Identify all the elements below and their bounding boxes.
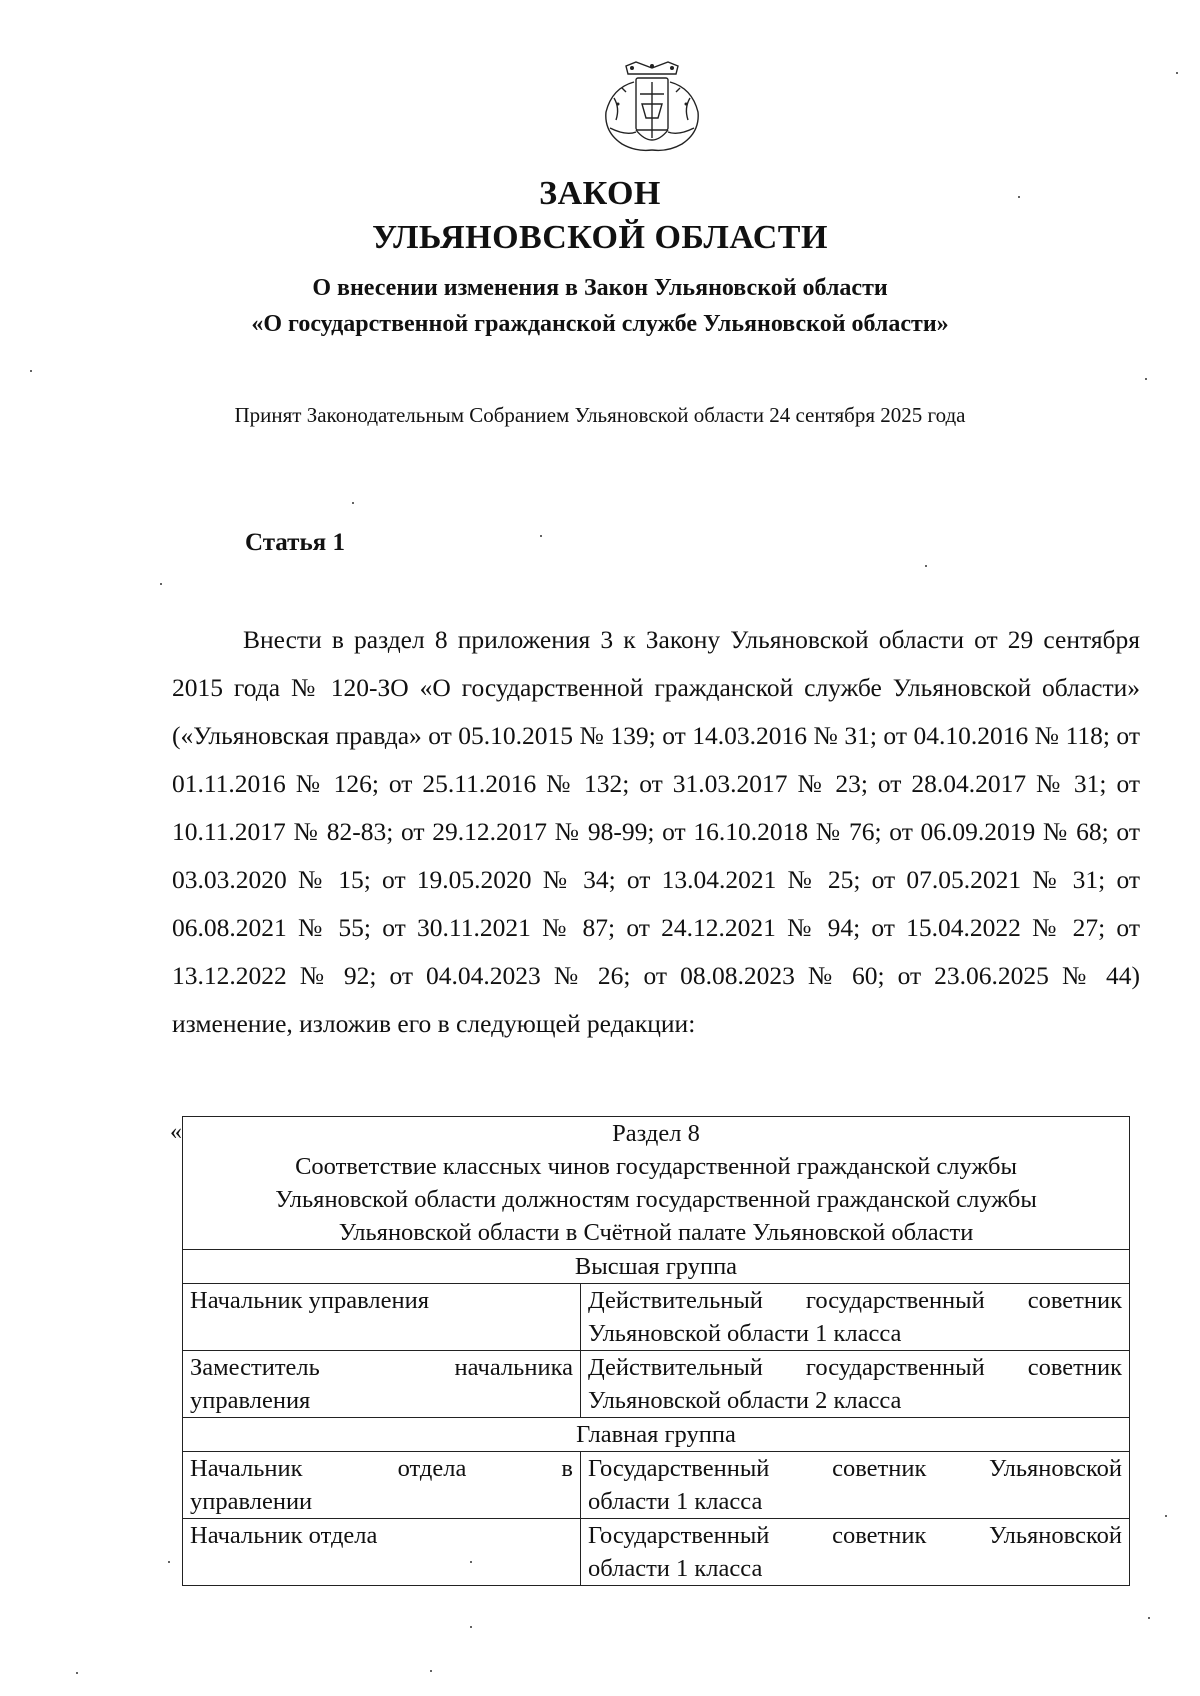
- section-8-table: [182, 1116, 1130, 1586]
- scan-speck: [1148, 1617, 1150, 1619]
- scan-speck: [76, 1672, 78, 1674]
- table-row: [183, 1284, 1130, 1351]
- rank-cell: [581, 1452, 1130, 1519]
- rank-line: Действительный государственный советник: [588, 1287, 1122, 1314]
- position-cell: [183, 1351, 581, 1418]
- scan-speck: [1145, 378, 1147, 380]
- section-header-cell: [183, 1117, 1130, 1250]
- group-name: Главная группа: [183, 1418, 1130, 1452]
- scan-speck: [470, 1626, 472, 1628]
- table-row: [183, 1452, 1130, 1519]
- scan-speck: [1018, 196, 1020, 198]
- scan-speck: [160, 583, 162, 585]
- section-header-row: [183, 1117, 1130, 1250]
- rank-line: Ульяновской области 1 класса: [588, 1320, 902, 1347]
- article-heading: Статья 1: [245, 529, 345, 556]
- coat-of-arms-emblem-icon: [596, 58, 708, 156]
- position-line: Начальник отдела в: [190, 1455, 573, 1482]
- opening-quote-mark: «: [170, 1119, 182, 1145]
- position-cell: Начальник управления: [183, 1284, 581, 1351]
- position-line: Заместитель начальника: [190, 1354, 573, 1381]
- scan-speck: [1165, 1515, 1167, 1517]
- scan-speck: [430, 1670, 432, 1672]
- law-title-line-1: ЗАКОН: [539, 175, 661, 212]
- scan-speck: [352, 502, 354, 504]
- rank-cell: [581, 1519, 1130, 1586]
- rank-line: Государственный советник Ульяновской: [588, 1455, 1122, 1482]
- law-subtitle-line-2: «О государственной гражданской службе Ульяновской области»: [251, 311, 949, 337]
- section-title-line: Ульяновской области в Счётной палате Ульяновской области: [338, 1219, 974, 1246]
- rank-line: Действительный государственный советник: [588, 1354, 1122, 1381]
- position-line: управления: [190, 1387, 311, 1414]
- section-label: Раздел 8: [612, 1120, 700, 1147]
- rank-line: Ульяновской области 2 класса: [588, 1387, 902, 1414]
- group-name: Высшая группа: [183, 1250, 1130, 1284]
- law-title: [0, 172, 1200, 260]
- group-row: [183, 1250, 1130, 1284]
- law-subtitle: [0, 270, 1200, 342]
- section-title-line: Ульяновской области должностям государственной гражданской службы: [275, 1186, 1037, 1213]
- table-row: [183, 1351, 1130, 1418]
- section-title-line: Соответствие классных чинов государственной гражданской службы: [295, 1153, 1017, 1180]
- scan-speck: [168, 1561, 170, 1563]
- scan-speck: [540, 535, 542, 537]
- rank-line: области 1 класса: [588, 1488, 763, 1515]
- adoption-statement: Принят Законодательным Собранием Ульяновской области 24 сентября 2025 года: [234, 403, 966, 427]
- position-cell: Начальник отдела: [183, 1519, 581, 1586]
- group-row: [183, 1418, 1130, 1452]
- scan-speck: [30, 370, 32, 372]
- scan-speck: [1176, 72, 1178, 74]
- position-cell: [183, 1452, 581, 1519]
- rank-line: Государственный советник Ульяновской: [588, 1522, 1122, 1549]
- scan-speck: [925, 565, 927, 567]
- law-title-line-2: УЛЬЯНОВСКОЙ ОБЛАСТИ: [372, 219, 828, 256]
- article-body-text: Внести в раздел 8 приложения 3 к Закону Ульяновской области от 29 сентября 2015 года № 120-ЗО «О государственной гражданской службе Ульяновской области» («Ульяновская правда» от 05.10.2015 № 139; от 14.03.2016 № 31; от 04.10.2016 № 118; от 01.11.2016 № 126; от 25.11.2016 № 132; от 31.03.2017 № 23; от 28.04.2017 № 31; от 10.11.2017 № 82-83; от 29.12.2017 № 98-99; от 16.10.2018 № 76; от 06.09.2019 № 68; от 03.03.2020 № 15; от 19.05.2020 № 34; от 13.04.2021 № 25; от 07.05.2021 № 31; от 06.08.2021 № 55; от 30.11.2021 № 87; от 24.12.2021 № 94; от 15.04.2022 № 27; от 13.12.2022 № 92; от 04.04.2023 № 26; от 08.08.2023 № 60; от 23.06.2025 № 44) изменение, изложив его в следующей редакции:: [172, 625, 1140, 1038]
- rank-line: области 1 класса: [588, 1555, 763, 1582]
- scan-speck: [470, 1561, 472, 1563]
- rank-cell: [581, 1284, 1130, 1351]
- position-line: управлении: [190, 1488, 313, 1515]
- rank-cell: [581, 1351, 1130, 1418]
- law-subtitle-line-1: О внесении изменения в Закон Ульяновской области: [312, 275, 888, 301]
- table-row: [183, 1519, 1130, 1586]
